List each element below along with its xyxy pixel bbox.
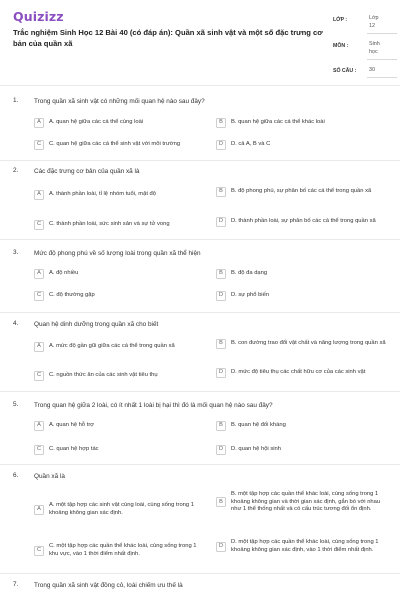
subject-label: MÔN : bbox=[333, 43, 349, 49]
option-text: D. mức độ tiêu thụ các chất hữu cơ của các sinh vật bbox=[231, 369, 366, 376]
option-text: A. quan hệ giữa các cá thể cùng loài bbox=[49, 119, 144, 126]
question-divider bbox=[0, 312, 400, 313]
option-letter-box: B bbox=[216, 118, 226, 128]
option-letter-box: D bbox=[216, 140, 226, 150]
count-label: SỐ CÂU : bbox=[333, 68, 357, 74]
option-text: A. thành phần loài, tỉ lệ nhóm tuổi, mật độ bbox=[49, 191, 156, 198]
option-text: B. một tập hợp các quần thể khác loài, cùng sống trong 1 khoảng không gian và thời gian xác định, gắn bó với nhau như 1 thể thống nhất và có cấu trúc tương đối ổn định. bbox=[231, 491, 381, 513]
worksheet-header bbox=[0, 0, 400, 85]
option-text: D. sự phổ biến bbox=[231, 292, 270, 299]
option-text: C. một tập hợp các quần thể khác loài, cùng sống trong 1 khu vực, vào 1 thời điểm nhất định. bbox=[49, 543, 197, 557]
option-letter-box: A bbox=[34, 269, 44, 279]
option-text: C. quan hệ giữa các cá thể sinh vật với môi trường bbox=[49, 141, 181, 148]
option-d[interactable] bbox=[216, 140, 386, 150]
option-letter-box: A bbox=[34, 190, 44, 200]
option-d[interactable] bbox=[216, 368, 386, 378]
option-letter-box: A bbox=[34, 421, 44, 431]
option-letter-box: B bbox=[216, 339, 226, 349]
option-letter-box: B bbox=[216, 421, 226, 431]
option-c[interactable] bbox=[34, 371, 204, 381]
option-letter-box: D bbox=[216, 291, 226, 301]
option-letter-box: D bbox=[216, 217, 226, 227]
option-b[interactable] bbox=[216, 491, 388, 514]
meta-divider bbox=[367, 59, 397, 60]
option-text: D. thành phần loài, sự phân bố các cá thể trong quần xã bbox=[231, 218, 376, 225]
question-number: 3. bbox=[13, 249, 19, 256]
option-c[interactable] bbox=[34, 543, 204, 558]
question-divider bbox=[0, 391, 400, 392]
worksheet-title: Trắc nghiệm Sinh Học 12 Bài 40 (có đáp án): Quần xã sinh vật và một số đặc trưng cơ bản của quần xã bbox=[13, 28, 323, 48]
question-divider bbox=[0, 160, 400, 161]
option-text: C. thành phần loài, sức sinh sản và sự tử vong bbox=[49, 221, 170, 228]
option-letter-box: C bbox=[34, 140, 44, 150]
question-divider bbox=[0, 239, 400, 240]
option-c[interactable] bbox=[34, 140, 209, 150]
question-text: Trong quần xã sinh vật có những mối quan hệ nào sau đây? bbox=[34, 98, 205, 105]
question-text: Trong quan hệ giữa 2 loài, có ít nhất 1 loài bị hại thì đó là mối quan hệ nào sau đây? bbox=[34, 402, 273, 409]
question-text: Trong quần xã sinh vật đồng cỏ, loài chiếm ưu thế là bbox=[34, 582, 183, 589]
option-text: D. một tập hợp các quần thể khác loài, cùng sống trong 1 khoảng không gian xác định, vào 1 thời điểm nhất định. bbox=[231, 539, 379, 553]
option-b[interactable] bbox=[216, 339, 386, 349]
option-letter-box: B bbox=[216, 497, 226, 507]
question-number: 6. bbox=[13, 472, 19, 479]
header-divider bbox=[0, 85, 400, 86]
class-value: Lớp 12 bbox=[369, 15, 379, 29]
option-letter-box: A bbox=[34, 118, 44, 128]
question-text: Quần xã là bbox=[34, 473, 65, 480]
option-text: C. độ thường gặp bbox=[49, 292, 95, 299]
option-c[interactable] bbox=[34, 291, 204, 301]
option-text: A. một tập hợp các sinh vật cùng loài, cùng sống trong 1 khoảng không gian xác định. bbox=[49, 502, 194, 516]
option-letter-box: D bbox=[216, 368, 226, 378]
question-divider bbox=[0, 573, 400, 574]
option-c[interactable] bbox=[34, 445, 204, 455]
option-b[interactable] bbox=[216, 421, 386, 431]
option-letter-box: B bbox=[216, 269, 226, 279]
option-letter-box: C bbox=[34, 371, 44, 381]
option-text: C. nguồn thức ăn của các sinh vật tiêu thụ bbox=[49, 372, 158, 379]
question-number: 5. bbox=[13, 401, 19, 408]
option-letter-box: C bbox=[34, 291, 44, 301]
question-number: 1. bbox=[13, 97, 19, 104]
question-number: 2. bbox=[13, 167, 19, 174]
option-text: B. quan hệ giữa các cá thể khác loài bbox=[231, 119, 325, 126]
option-text: B. độ phong phú, sự phân bố các cá thể trong quần xã bbox=[231, 188, 372, 195]
option-letter-box: B bbox=[216, 187, 226, 197]
option-d[interactable] bbox=[216, 539, 388, 554]
option-text: B. con đường trao đổi vật chất và năng lượng trong quần xã bbox=[231, 340, 386, 347]
option-d[interactable] bbox=[216, 291, 386, 301]
option-d[interactable] bbox=[216, 217, 386, 227]
option-letter-box: C bbox=[34, 546, 44, 556]
worksheet-meta bbox=[333, 0, 400, 85]
option-c[interactable] bbox=[34, 220, 204, 230]
option-d[interactable] bbox=[216, 445, 386, 455]
question-number: 7. bbox=[13, 581, 19, 588]
option-text: D. quan hệ hội sinh bbox=[231, 446, 281, 453]
question-text: Quan hệ dinh dưỡng trong quần xã cho biết bbox=[34, 321, 159, 328]
question-number: 4. bbox=[13, 320, 19, 327]
class-label: LỚP : bbox=[333, 17, 348, 23]
option-a[interactable] bbox=[34, 190, 204, 200]
option-letter-box: C bbox=[34, 445, 44, 455]
option-letter-box: A bbox=[34, 342, 44, 352]
option-b[interactable] bbox=[216, 118, 386, 128]
option-text: B. quan hệ đối kháng bbox=[231, 422, 286, 429]
option-text: A. mức độ gần gũi giữa các cá thể trong quần xã bbox=[49, 343, 175, 350]
option-letter-box: C bbox=[34, 220, 44, 230]
meta-divider bbox=[367, 33, 397, 34]
option-a[interactable] bbox=[34, 421, 204, 431]
meta-divider bbox=[367, 77, 397, 78]
subject-value: Sinh học bbox=[369, 41, 380, 55]
quizizz-logo[interactable]: Quizizz bbox=[13, 9, 64, 24]
option-text: A. quan hệ hỗ trợ bbox=[49, 422, 95, 429]
option-b[interactable] bbox=[216, 269, 386, 279]
option-text: D. cả A, B và C bbox=[231, 141, 271, 148]
option-text: B. độ đa dạng bbox=[231, 270, 268, 277]
count-value: 30 bbox=[369, 67, 375, 73]
option-text: C. quan hệ hợp tác bbox=[49, 446, 99, 453]
option-text: A. độ nhiều bbox=[49, 270, 79, 277]
option-a[interactable] bbox=[34, 118, 204, 128]
option-letter-box: D bbox=[216, 542, 226, 552]
option-letter-box: A bbox=[34, 505, 44, 515]
option-a[interactable] bbox=[34, 502, 204, 517]
option-b[interactable] bbox=[216, 187, 386, 197]
option-letter-box: D bbox=[216, 445, 226, 455]
option-a[interactable] bbox=[34, 342, 209, 352]
question-text: Các đặc trưng cơ bản của quần xã là bbox=[34, 168, 140, 175]
question-text: Mức độ phong phú về số lượng loài trong quần xã thể hiện bbox=[34, 250, 201, 257]
question-divider bbox=[0, 464, 400, 465]
option-a[interactable] bbox=[34, 269, 204, 279]
